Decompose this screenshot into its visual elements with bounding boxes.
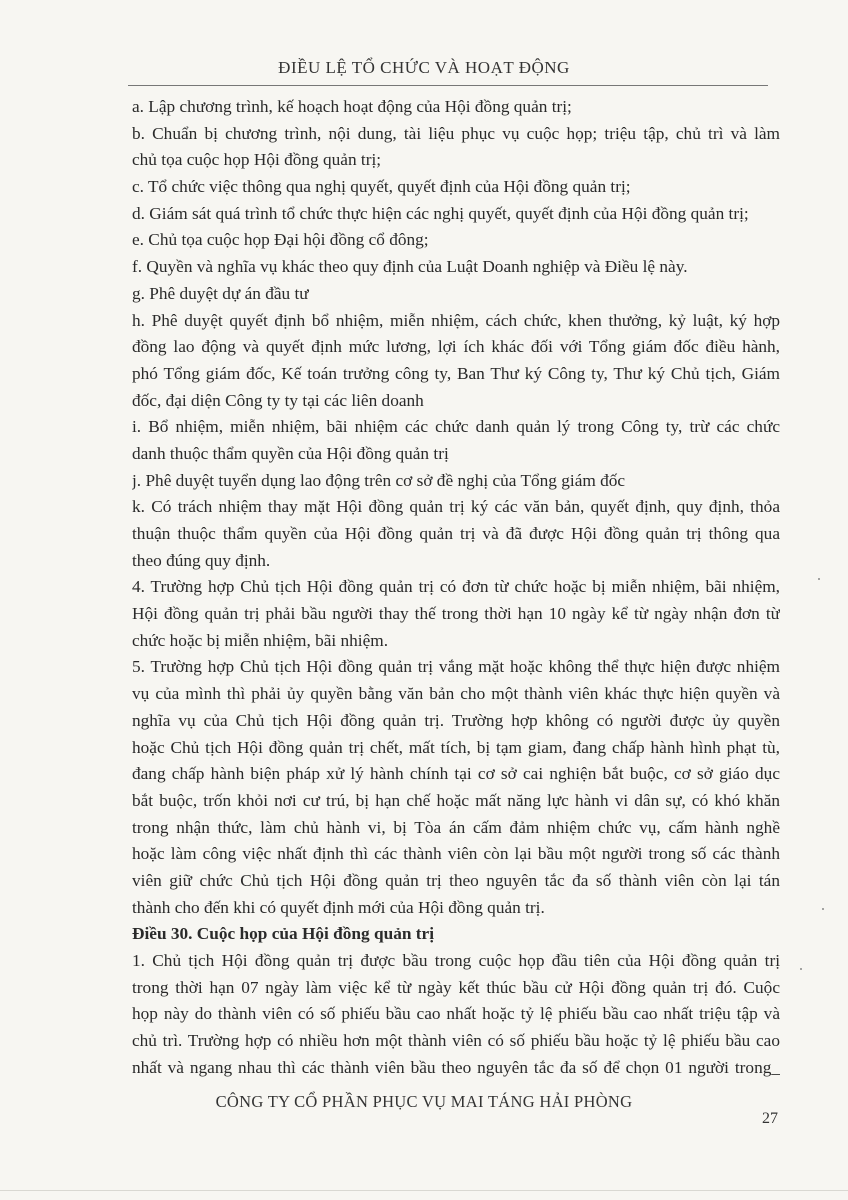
text-line: nhất và ngang nhau thì các thành viên bầu theo nguyên tắc đa số để chọn 01 người trong_ bbox=[132, 1057, 780, 1077]
header-divider bbox=[128, 85, 768, 86]
section-heading: Điều 30. Cuộc họp của Hội đồng quản trị bbox=[132, 924, 434, 944]
text-line: thuận thuộc thẩm quyền của Hội đồng quản trị và đã được Hội đồng quản trị thông qua bbox=[132, 524, 780, 543]
text-line: e. Chủ tọa cuộc họp Đại hội đồng cổ đông; bbox=[132, 230, 429, 250]
scan-speck bbox=[822, 908, 824, 910]
document-body bbox=[132, 94, 780, 1081]
scan-speck bbox=[800, 968, 802, 970]
text-line: Hội đồng quản trị phải bầu người thay thế trong thời hạn 10 ngày kể từ ngày nhận đơn từ bbox=[132, 604, 780, 624]
text-line: trong nhận thức, làm chủ hành vi, bị Tòa án cấm đảm nhiệm chức vụ, cấm hành nghề bbox=[132, 817, 780, 837]
text-line: đang chấp hành biện pháp xử lý hành chính tại cơ sở cai nghiện bắt buộc, cơ sở giáo dục bbox=[132, 764, 780, 784]
text-line: đốc, đại diện Công ty ty tại các liên doanh bbox=[132, 390, 424, 410]
text-line: 5. Trường hợp Chủ tịch Hội đồng quản trị vắng mặt hoặc không thể thực hiện được nhiệm bbox=[132, 657, 780, 677]
text-line: vụ của mình thì phải ủy quyền bằng văn bản cho một thành viên khác thực hiện quyền và bbox=[132, 684, 780, 704]
page-header-title: ĐIỀU LỆ TỔ CHỨC VÀ HOẠT ĐỘNG bbox=[278, 58, 570, 77]
text-line: danh thuộc thẩm quyền của Hội đồng quản trị bbox=[132, 443, 449, 463]
scan-speck bbox=[818, 578, 820, 580]
text-line: chức hoặc bị miễn nhiệm, bãi nhiệm. bbox=[132, 630, 389, 650]
text-line: chủ tọa cuộc họp Hội đồng quản trị; bbox=[132, 150, 382, 170]
text-line: c. Tổ chức việc thông qua nghị quyết, quyết định của Hội đồng quản trị; bbox=[132, 177, 631, 197]
text-line: thành cho đến khi có quyết định mới của Hội đồng quản trị. bbox=[132, 897, 545, 917]
text-line: hoặc Chủ tịch Hội đồng quản trị chết, mất tích, bị tạm giam, đang chấp hành hình phạt tù, bbox=[132, 737, 780, 757]
text-line: 1. Chủ tịch Hội đồng quản trị được bầu trong cuộc họp đầu tiên của Hội đồng quản trị bbox=[132, 951, 780, 970]
text-line: b. Chuẩn bị chương trình, nội dung, tài liệu phục vụ cuộc họp; triệu tập, chủ trì và làm bbox=[132, 123, 780, 143]
text-line: k. Có trách nhiệm thay mặt Hội đồng quản trị ký các văn bản, quyết định, quy định, thỏa bbox=[132, 497, 780, 517]
footer-company-name: CÔNG TY CỔ PHẦN PHỤC VỤ MAI TÁNG HẢI PHÒNG bbox=[215, 1092, 633, 1111]
text-line: bắt buộc, trốn khỏi nơi cư trú, bị hạn chế hoặc mất năng lực hành vi dân sự, có khó khăn bbox=[132, 790, 780, 810]
scan-edge bbox=[0, 1190, 848, 1191]
text-line: phó Tổng giám đốc, Kế toán trưởng công ty, Ban Thư ký Công ty, Thư ký Chủ tịch, Giám bbox=[132, 363, 780, 383]
text-line: i. Bổ nhiệm, miễn nhiệm, bãi nhiệm các chức danh quản lý trong Công ty, trừ các chức bbox=[132, 417, 780, 437]
text-line: chủ trì. Trường hợp có nhiều hơn một thành viên có số phiếu bầu hoặc tỷ lệ phiếu bầu cao bbox=[132, 1031, 780, 1051]
text-line: d. Giám sát quá trình tổ chức thực hiện các nghị quyết, quyết định của Hội đồng quản trị; bbox=[132, 203, 749, 223]
text-line: f. Quyền và nghĩa vụ khác theo quy định của Luật Doanh nghiệp và Điều lệ này. bbox=[132, 257, 688, 277]
text-line: hoặc làm công việc nhất định thì các thành viên còn lại bầu một người trong số các thành bbox=[132, 844, 780, 864]
page-number: 27 bbox=[762, 1110, 778, 1127]
text-line: h. Phê duyệt quyết định bổ nhiệm, miễn nhiệm, cách chức, khen thưởng, kỷ luật, ký hợp bbox=[132, 310, 780, 330]
text-line: 4. Trường hợp Chủ tịch Hội đồng quản trị có đơn từ chức hoặc bị miễn nhiệm, bãi nhiệm, bbox=[132, 577, 780, 597]
text-line: theo đúng quy định. bbox=[132, 550, 271, 570]
text-line: a. Lập chương trình, kế hoạch hoạt động của Hội đồng quản trị; bbox=[132, 97, 572, 116]
text-line: trong thời hạn 07 ngày làm việc kể từ ngày kết thúc bầu cử Hội đồng quản trị đó. Cuộc bbox=[132, 977, 780, 997]
text-line: họp này do thành viên có số phiếu bầu cao nhất hoặc tỷ lệ phiếu bầu cao nhất triệu tập và bbox=[132, 1004, 780, 1024]
text-line: viên giữ chức Chủ tịch Hội đồng quản trị theo nguyên tắc đa số thành viên còn lại tán bbox=[132, 870, 780, 890]
text-line: g. Phê duyệt dự án đầu tư bbox=[132, 283, 309, 303]
text-line: đồng lao động và quyết định mức lương, lợi ích khác đối với Tổng giám đốc điều hành, bbox=[132, 337, 780, 357]
text-line: j. Phê duyệt tuyển dụng lao động trên cơ sở đề nghị của Tổng giám đốc bbox=[132, 470, 626, 490]
text-line: nghĩa vụ của Chủ tịch Hội đồng quản trị. Trường hợp không có người được ủy quyền bbox=[132, 710, 780, 730]
